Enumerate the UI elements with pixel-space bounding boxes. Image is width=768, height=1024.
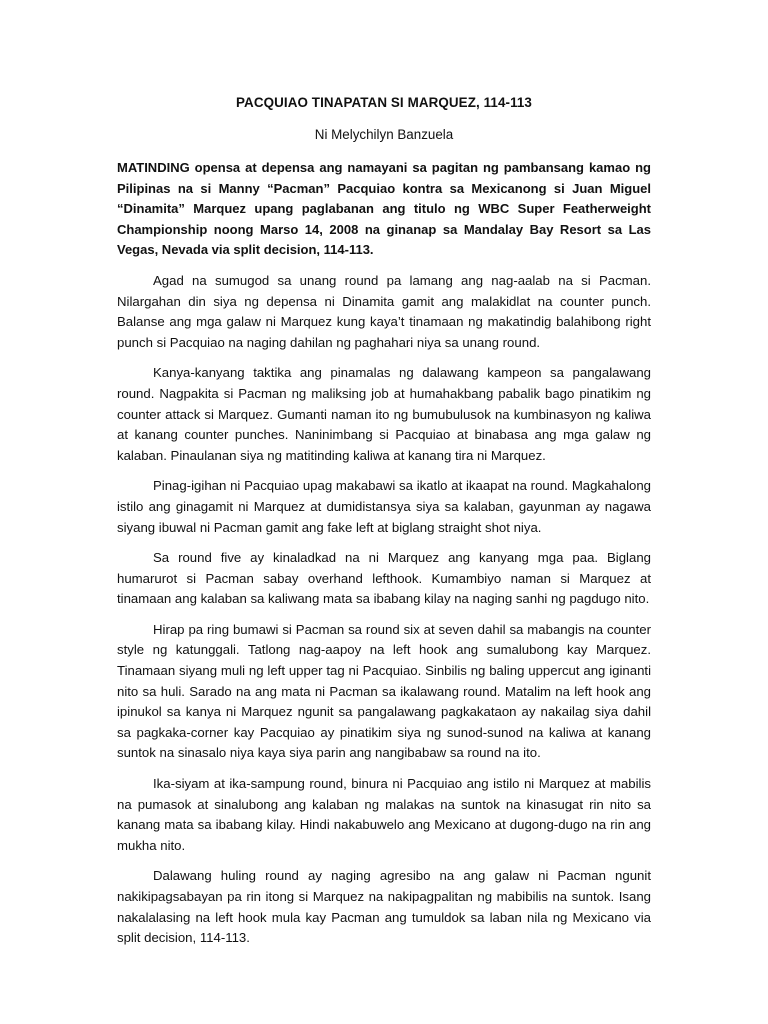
paragraph-7: Ika-siyam at ika-sampung round, binura ni Pacquiao ang istilo ni Marquez at mabilis na pumasok at sinalubong ang kalaban ng malakas na suntok na kinasugat rin nito sa kanang mata sa ibabang kilay. Hindi nakabuwelo ang Mexicano at dugong-dugo na rin ang mukha nito. xyxy=(117,776,651,853)
paragraph-6: Hirap pa ring bumawi si Pacman sa round six at seven dahil sa mabangis na counter style ng katunggali. Tatlong nag-aapoy na left hook ang sumalubong kay Marquez. Tinamaan siyang muli ng left upper tag ni Pacquiao. Sinbilis ng baling uppercut ang iginanti nito sa huli. Sarado na ang mata ni Pacman sa ikalawang round. Matalim na left hook ang ipinukol sa kanya ni Marquez ngunit sa pangalawang pagkakataon ay nakailag siya dahil sa pagkaka-corner kay Pacquiao ay pinatikim siya ng sunod-sunod na kaliwa at kanang suntok na sinasalo niya kaya siya parin ang nangibabaw sa round na ito. xyxy=(117,621,651,761)
paragraph-1: MATINDING opensa at depensa ang namayani sa pagitan ng pambansang kamao ng Pilipinas na si Manny “Pacman” Pacquiao kontra sa Mexicanong si Juan Miguel “Dinamita” Marquez upang paglabanan ang titulo ng WBC Super Featherweight Championship noong Marso 14, 2008 na ginanap sa Mandalay Bay Resort sa Las Vegas, Nevada via split decision, 114-113. xyxy=(117,160,651,258)
paragraph-2: Agad na sumugod sa unang round pa lamang ang nag-aalab na si Pacman. Nilargahan din siya ng depensa ni Dinamita gamit ang malakidlat na counter punch. Balanse ang mga galaw ni Marquez kung kaya’t tinamaan ng makatindig balahibong right punch si Pacquiao na naging dahilan ng paghahari niya sa unang round. xyxy=(117,272,651,350)
article-body xyxy=(117,94,651,959)
paragraph-8: Dalawang huling round ay naging agresibo na ang galaw ni Pacman ngunit nakikipagsabayan pa rin itong si Marquez na nakipagpalitan ng mabibilis na suntok. Isang nakalalasing na left hook mula kay Pacman ang tumuldok sa laban nila ng Mexicano via split decision, 114-113. xyxy=(117,868,651,946)
paragraph-4: Pinag-igihan ni Pacquiao upag makabawi sa ikatlo at ikaapat na round. Magkahalong istilo ang ginagamit ni Marquez at dumidistansya siya sa kalaban, gayunman ay nagawa siyang ibuwal ni Pacman gamit ang fake left at biglang straight shot niya. xyxy=(117,478,651,535)
article-byline: Ni Melychilyn Banzuela xyxy=(314,127,454,142)
paragraph-3: Kanya-kanyang taktika ang pinamalas ng dalawang kampeon sa pangalawang round. Nagpakita si Pacman ng maliksing job at humahakbang pabalik bago pinatikim ng counter attack si Marquez. Gumanti naman ito ng bumubulusok na kumbinasyon ng kaliwa at kanang counter punches. Naninimbang si Pacquiao at binabasa ang mga galaw ng kalaban. Pinaulanan siya ng matitinding kaliwa at kanang tira ni Marquez. xyxy=(117,365,651,463)
article-title: PACQUIAO TINAPATAN SI MARQUEZ, 114-113 xyxy=(236,95,532,110)
paragraph-5: Sa round five ay kinaladkad na ni Marquez ang kanyang mga paa. Biglang humarurot si Pacman sabay overhand lefthook. Kumambiyo naman si Marquez at tinamaan ang kalaban sa kaliwang mata sa ibabang kilay na naging sanhi ng pagdugo nito. xyxy=(117,550,651,607)
